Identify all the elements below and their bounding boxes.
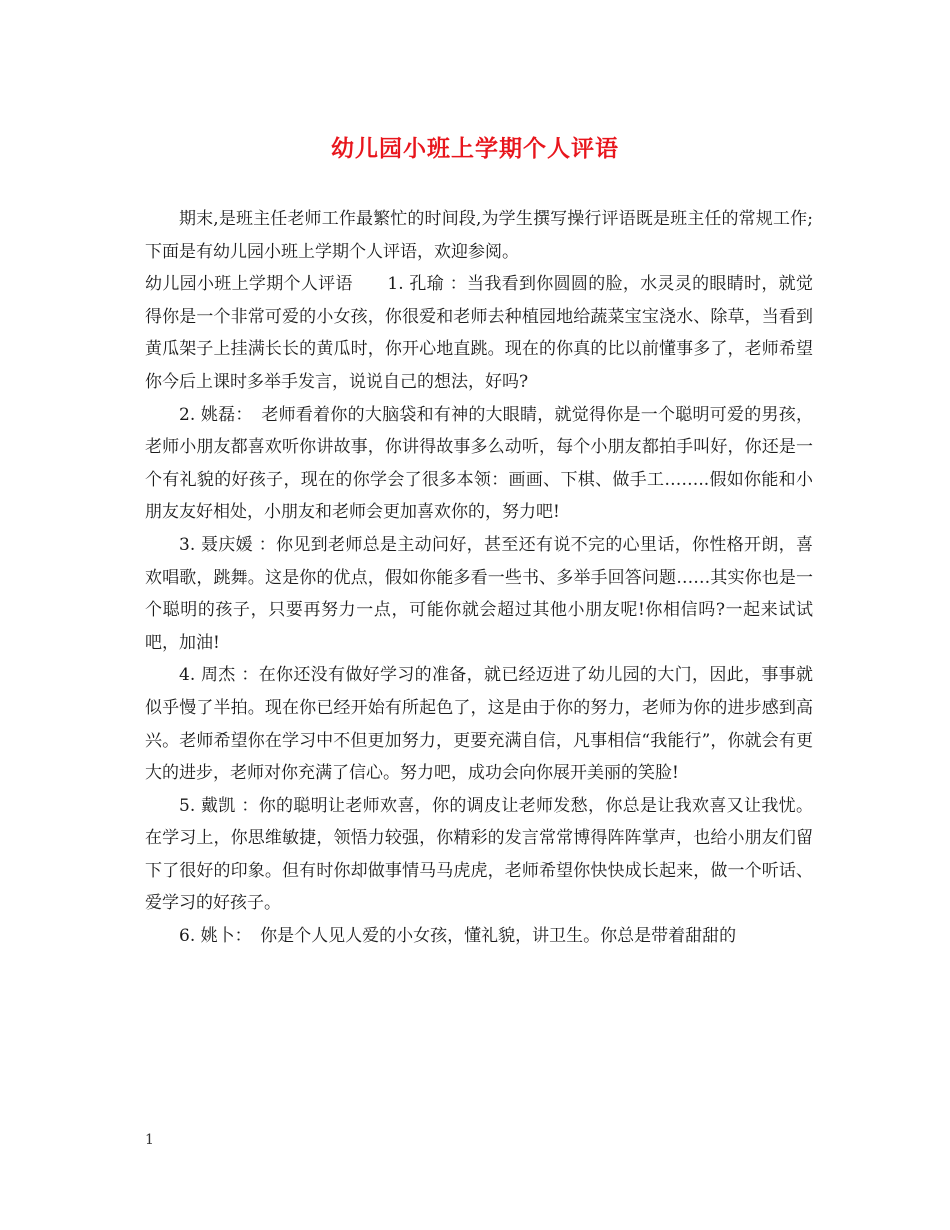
paragraph: 期末,是班主任老师工作最繁忙的时间段,为学生撰写操行评语既是班主任的常规工作;下面是有幼儿园小班上学期个人评语，欢迎参阅。 bbox=[145, 209, 813, 262]
paragraph: 2. 姚磊： 老师看着你的大脑袋和有神的大眼睛，就觉得你是一个聪明可爱的男孩，老师小朋友都喜欢听你讲故事，你讲得故事多么动听，每个小朋友都拍手叫好，你还是一个有礼貌的好孩子，现在的你学会了很多本领：画画、下棋、做手工……..假如你能和小朋友友好相处，小朋友和老师会更加喜欢你的，努力吧! bbox=[145, 404, 813, 523]
page-number: 1 bbox=[145, 1132, 154, 1148]
document-body bbox=[145, 203, 813, 953]
paragraph: 6. 姚卜： 你是个人见人爱的小女孩，懂礼貌，讲卫生。你总是带着甜甜的 bbox=[179, 926, 737, 947]
document-title: 幼儿园小班上学期个人评语 bbox=[331, 135, 619, 162]
paragraph: 5. 戴凯 ：你的聪明让老师欢喜，你的调皮让老师发愁，你总是让我欢喜又让我忧。在学习上，你思维敏捷，领悟力较强，你精彩的发言常常博得阵阵掌声，也给小朋友们留下了很好的印象。但有时你却做事情马马虎虎，老师希望你快快成长起来，做一个听话、爱学习的好孩子。 bbox=[145, 795, 813, 914]
paragraph: 幼儿园小班上学期个人评语 1. 孔瑜 ：当我看到你圆圆的脸，水灵灵的眼睛时，就觉得你是一个非常可爱的小女孩，你很爱和老师去种植园地给蔬菜宝宝浇水、除草，当看到黄瓜架子上挂满长长的黄瓜时，你开心地直跳。现在的你真的比以前懂事多了，老师希望你今后上课时多举手发言，说说自己的想法，好吗? bbox=[145, 274, 813, 392]
paragraph: 4. 周杰 ：在你还没有做好学习的准备，就已经迈进了幼儿园的大门，因此，事事就似乎慢了半拍。现在你已经开始有所起色了，这是由于你的努力，老师为你的进步感到高兴。老师希望你在学习中不但更加努力，更要充满自信，凡事相信“我能行”，你就会有更大的进步，老师对你充满了信心。努力吧，成功会向你展开美丽的笑脸! bbox=[145, 665, 813, 784]
paragraph: 3. 聂庆媛 ：你见到老师总是主动问好，甚至还有说不完的心里话，你性格开朗，喜欢唱歌，跳舞。这是你的优点，假如你能多看一些书、多举手回答问题……其实你也是一个聪明的孩子，只要再努力一点，可能你就会超过其他小朋友呢!你相信吗?一起来试试吧，加油! bbox=[145, 534, 813, 653]
